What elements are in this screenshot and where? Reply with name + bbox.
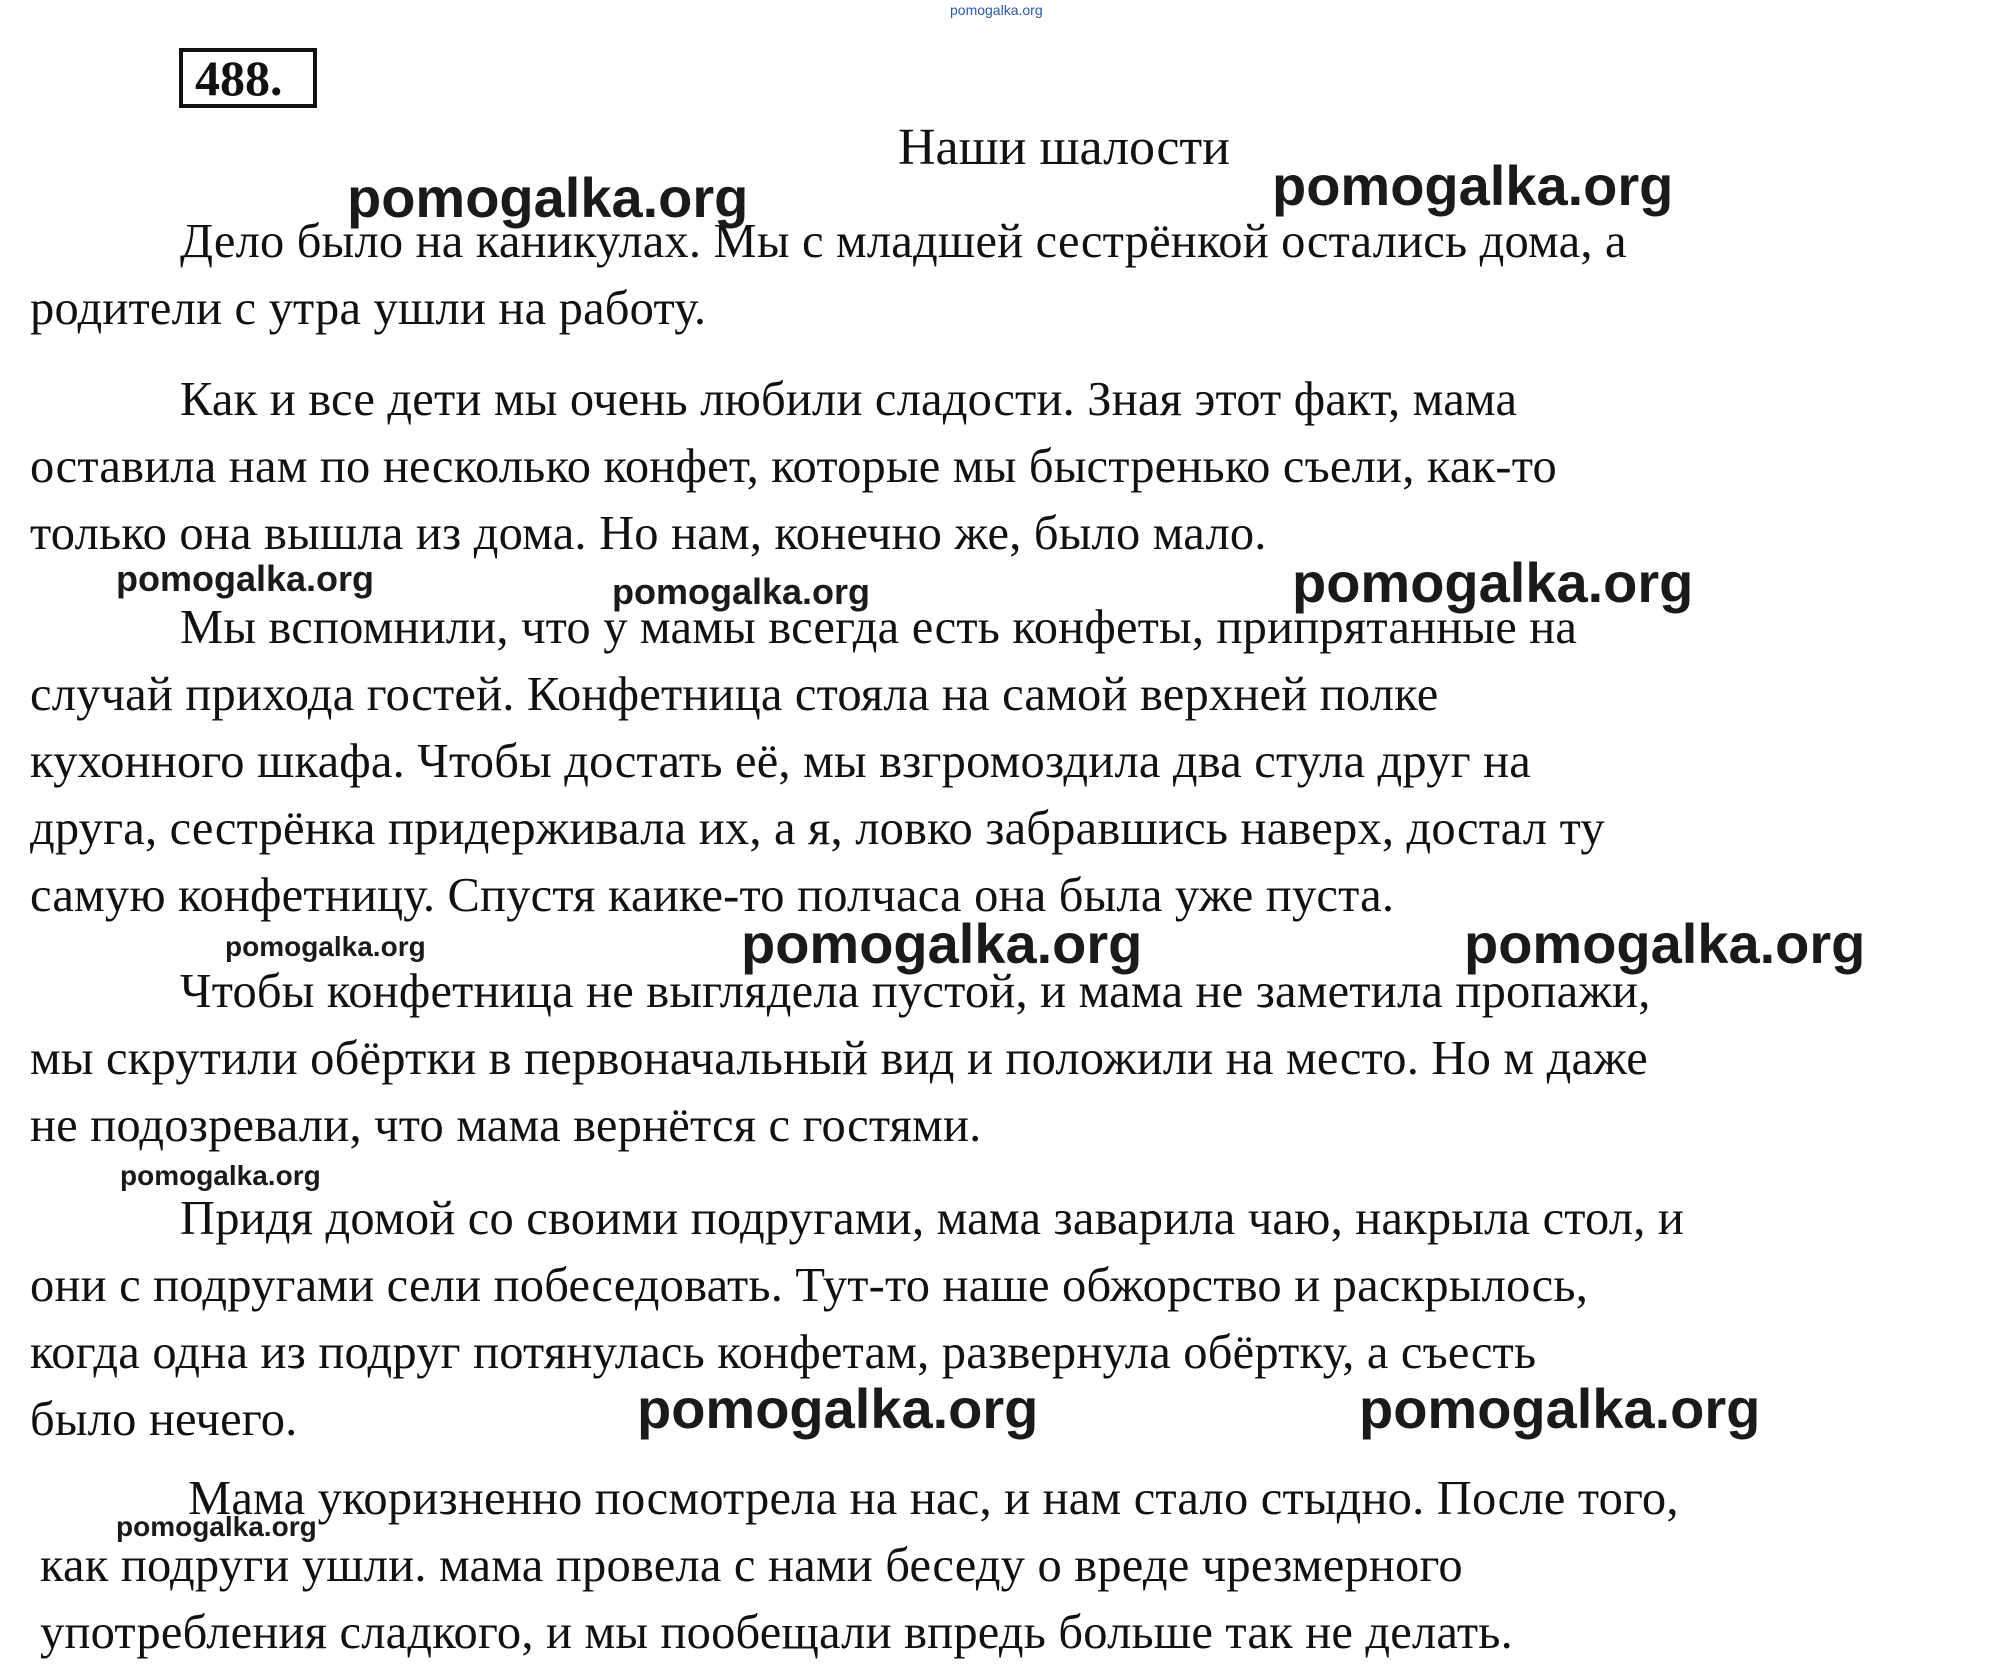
- text-line: Придя домой со своими подругами, мама заварила чаю, накрыла стол, и: [180, 1192, 1685, 1245]
- text-line: мы скрутили обёртки в первоначальный вид и положили на место. Но м даже: [30, 1032, 1649, 1085]
- text-line: оставила нам по несколько конфет, которые мы быстренько съели, как-то: [30, 440, 1557, 493]
- text-line: кухонного шкафа. Чтобы достать её, мы взгромоздила два стула друг на: [30, 735, 1531, 788]
- text-line: как подруги ушли. мама провела с нами беседу о вреде чрезмерного: [40, 1539, 1463, 1592]
- text-line: случай прихода гостей. Конфетница стояла на самой верхней полке: [30, 668, 1439, 721]
- watermark: pomogalka.org: [120, 1160, 321, 1191]
- watermark: pomogalka.org: [1272, 154, 1674, 217]
- watermark: pomogalka.org: [741, 912, 1143, 975]
- text-line: Чтобы конфетница не выглядела пустой, и мама не заметила пропажи,: [180, 965, 1651, 1018]
- watermark: pomogalka.org: [347, 166, 749, 229]
- paragraph-3: [30, 594, 1990, 929]
- text-line: Дело было на каникулах. Мы с младшей сестрёнкой остались дома, а: [180, 215, 1627, 268]
- watermark: pomogalka.org: [1292, 551, 1694, 614]
- text-line: Мама укоризненно посмотрела на нас, и нам стало стыдно. После того,: [188, 1472, 1679, 1525]
- text-title: Наши шалости: [898, 119, 1230, 176]
- text-line: они с подругами сели побеседовать. Тут-то наше обжорство и раскрылось,: [30, 1259, 1589, 1312]
- paragraph-4: [30, 958, 1990, 1159]
- text-line: Как и все дети мы очень любили сладости. Зная этот факт, мама: [180, 373, 1518, 426]
- text-line: самую конфетницу. Спустя каике-то полчаса она была уже пуста.: [30, 869, 1395, 922]
- watermark: pomogalka.org: [612, 571, 871, 612]
- watermark: pomogalka.org: [1464, 912, 1866, 975]
- watermark: pomogalka.org: [116, 1511, 317, 1542]
- text-line: было нечего.: [30, 1393, 298, 1446]
- exercise-number: 488.: [179, 48, 317, 108]
- paragraph-2: [30, 366, 1990, 567]
- text-line: не подозревали, что мама вернётся с гостями.: [30, 1099, 982, 1152]
- watermark: pomogalka.org: [116, 558, 375, 599]
- watermark-top: pomogalka.org: [950, 2, 1043, 18]
- text-line: только она вышла из дома. Но нам, конечно же, было мало.: [30, 507, 1267, 560]
- text-line: Мы вспомнили, что у мамы всегда есть конфеты, припрятанные на: [180, 601, 1578, 654]
- watermark: pomogalka.org: [1359, 1377, 1761, 1440]
- text-line: родители с утра ушли на работу.: [30, 282, 707, 335]
- paragraph-1: [30, 208, 1990, 342]
- text-line: когда одна из подруг потянулась конфетам, развернула обёртку, а съесть: [30, 1326, 1537, 1379]
- watermark: pomogalka.org: [225, 931, 426, 962]
- watermark: pomogalka.org: [637, 1377, 1039, 1440]
- text-line: друга, сестрёнка придерживала их, а я, ловко забравшись наверх, достал ту: [30, 802, 1605, 855]
- text-line: употребления сладкого, и мы пообещали впредь больше так не делать.: [40, 1606, 1513, 1659]
- paragraph-6: [40, 1465, 2000, 1666]
